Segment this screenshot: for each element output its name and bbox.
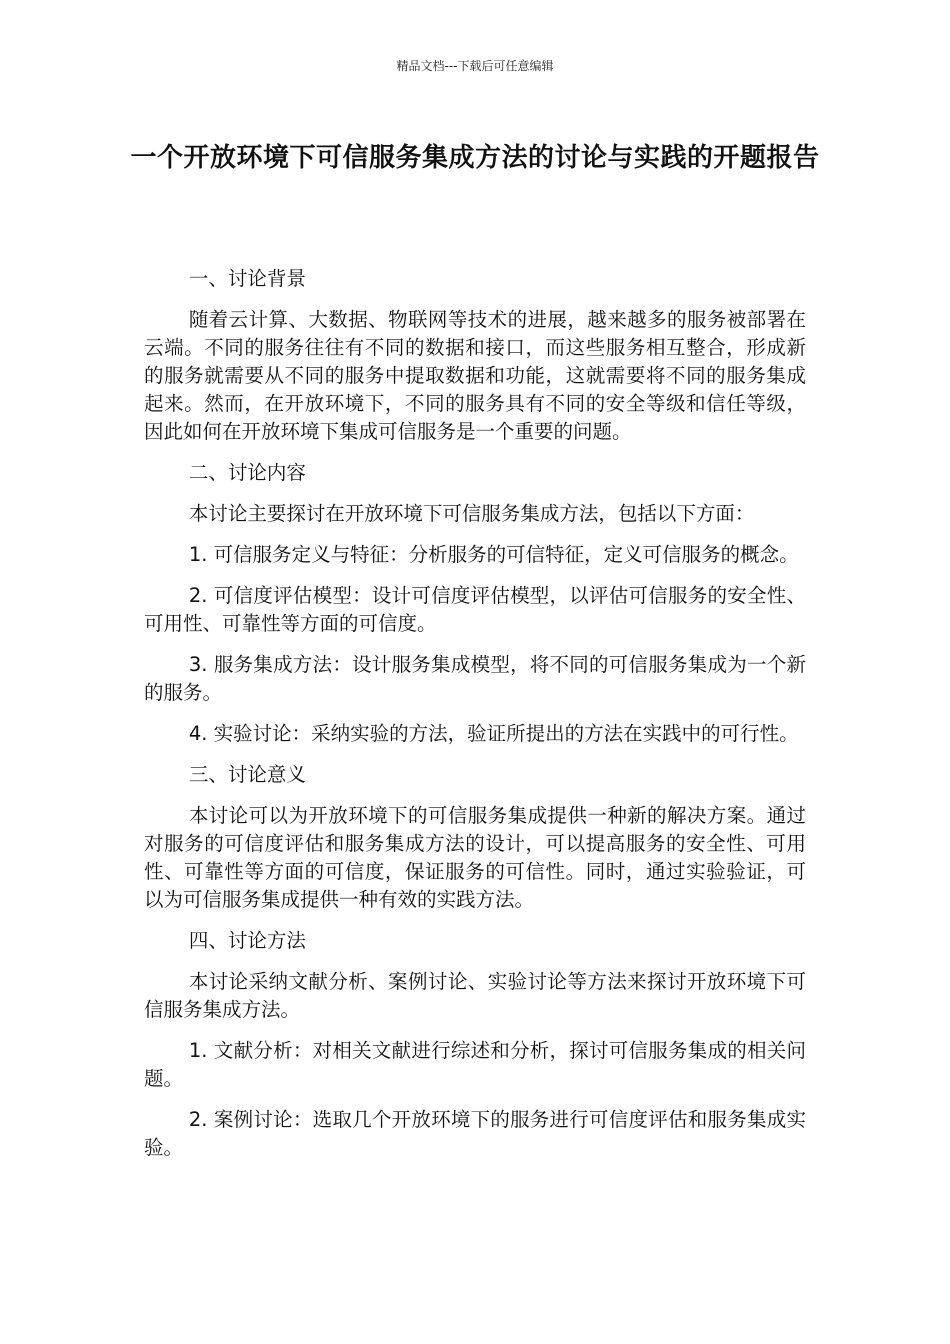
list-item: 2. 可信度评估模型：设计可信度评估模型，以评估可信服务的安全性、可用性、可靠性等方面的可信度。 (144, 584, 806, 635)
paragraph: 本讨论可以为开放环境下的可信服务集成提供一种新的解决方案。通过对服务的可信度评估和服务集成方法的设计，可以提高服务的安全性、可用性、可靠性等方面的可信度，保证服务的可信性。同时，通过实验验证，可以为可信服务集成提供一种有效的实践方法。 (144, 804, 806, 911)
list-item: 3. 服务集成方法：设计服务集成模型，将不同的可信服务集成为一个新的服务。 (144, 653, 806, 704)
list-item: 1. 可信服务定义与特征：分析服务的可信特征，定义可信服务的概念。 (188, 543, 799, 566)
list-item: 4. 实验讨论：采纳实验的方法，验证所提出的方法在实践中的可行性。 (188, 722, 799, 745)
paragraph: 随着云计算、大数据、物联网等技术的进展，越来越多的服务被部署在云端。不同的服务往往有不同的数据和接口，而这些服务相互整合，形成新的服务就需要从不同的服务中提取数据和功能，这就需要将不同的服务集成起来。然而，在开放环境下，不同的服务具有不同的安全等级和信任等级，因此如何在开放环境下集成可信服务是一个重要的问题。 (144, 308, 806, 443)
section-heading: 三、讨论意义 (188, 763, 306, 786)
paragraph: 本讨论主要探讨在开放环境下可信服务集成方法，包括以下方面： (188, 502, 755, 525)
section-heading: 四、讨论方法 (188, 929, 306, 952)
paragraph: 本讨论采纳文献分析、案例讨论、实验讨论等方法来探讨开放环境下可信服务集成方法。 (144, 970, 806, 1021)
header-note: 精品文档---下载后可任意编辑 (396, 59, 554, 73)
document-title: 一个开放环境下可信服务集成方法的讨论与实践的开题报告 (130, 143, 820, 173)
section-heading: 一、讨论背景 (188, 267, 306, 290)
list-item: 2. 案例讨论：选取几个开放环境下的服务进行可信度评估和服务集成实验。 (144, 1108, 806, 1159)
section-heading: 二、讨论内容 (188, 461, 306, 484)
document-body (144, 265, 806, 1175)
list-item: 1. 文献分析：对相关文献进行综述和分析，探讨可信服务集成的相关问题。 (144, 1039, 806, 1090)
